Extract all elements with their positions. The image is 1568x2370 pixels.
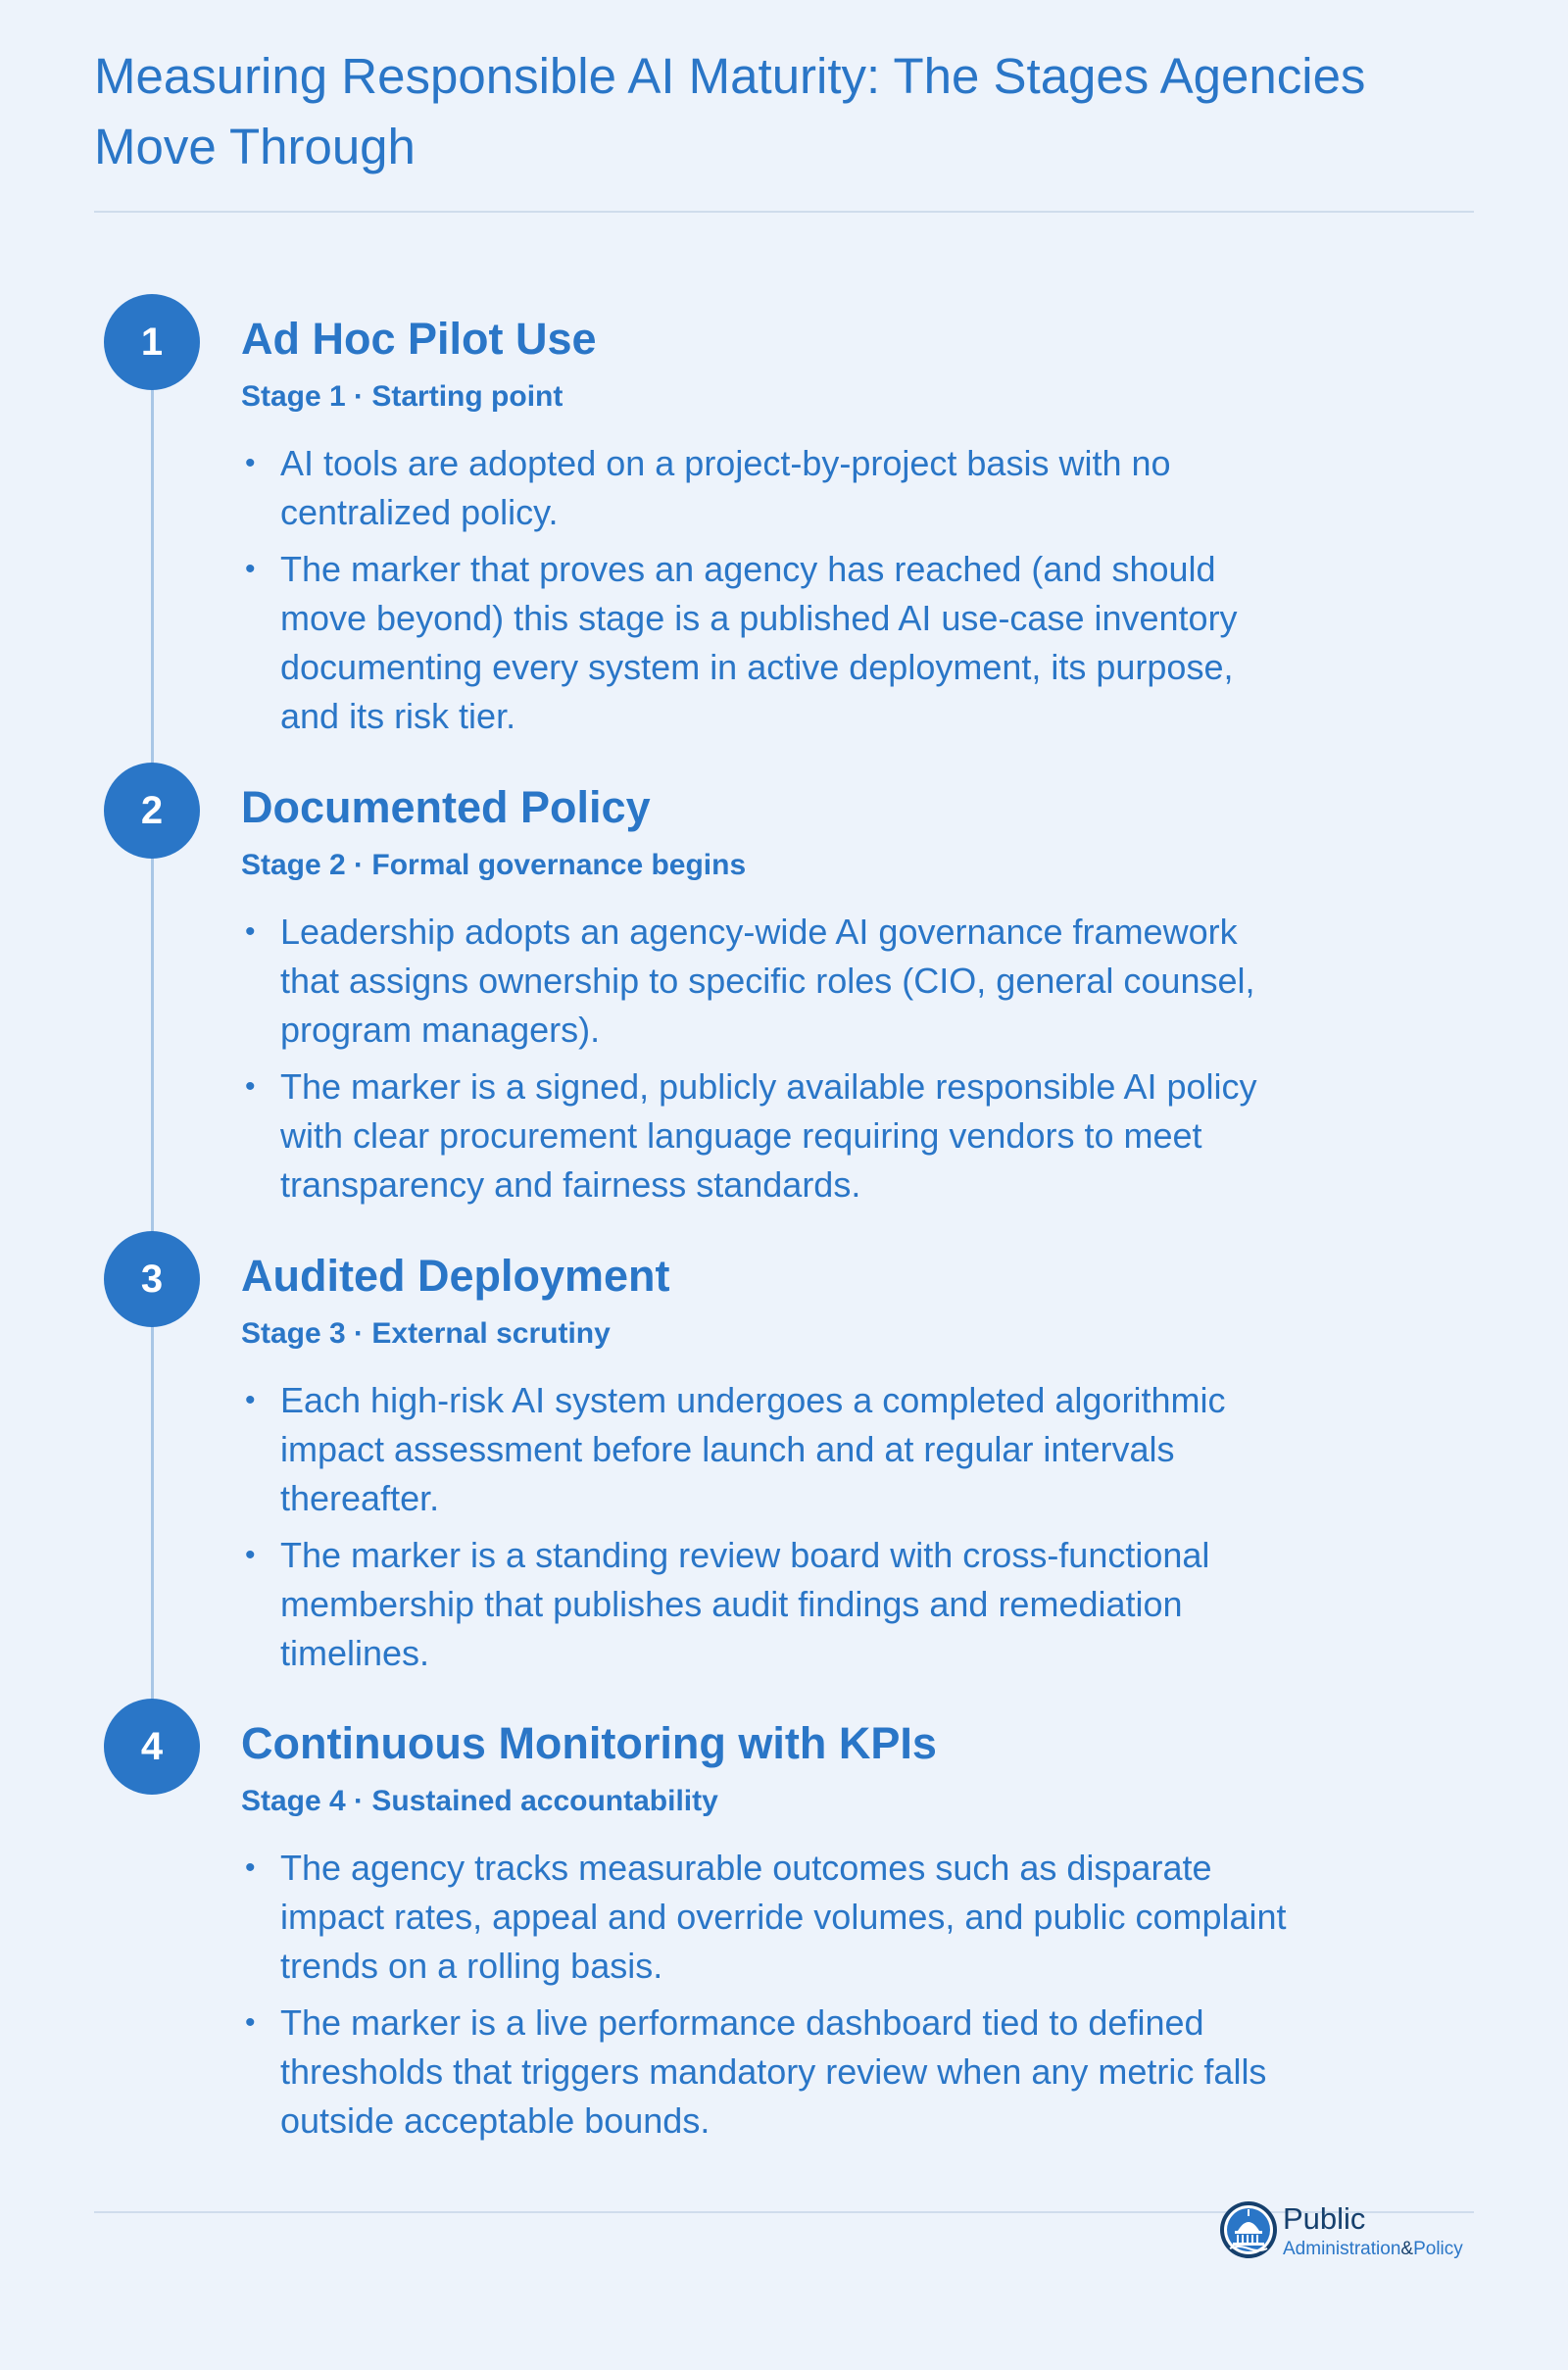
bullet-text: The agency tracks measurable outcomes such as disparate impact rates, appeal and override volumes, and public complaint trends on a rolling basis.: [280, 1848, 1287, 1986]
stage-subtitle: Stage 2 · Formal governance begins: [241, 849, 747, 881]
bullet-text: The marker is a live performance dashboard tied to defined thresholds that triggers mandatory review when any metric falls outside acceptable bounds.: [280, 2002, 1267, 2141]
stage-number-badge: 4: [104, 1699, 200, 1795]
page-title: Measuring Responsible AI Maturity: The Stages Agencies Move Through: [94, 48, 1366, 174]
list-item: [241, 1531, 1299, 1678]
list-item: [241, 1376, 1299, 1523]
stage-bullet-list: [241, 439, 1299, 749]
list-item: [241, 439, 1299, 537]
stage-subtitle: Stage 3 · External scrutiny: [241, 1317, 611, 1350]
bullet-icon: •: [245, 447, 256, 479]
bullet-icon: •: [245, 2006, 256, 2039]
stage-number-badge: 3: [104, 1231, 200, 1327]
bullet-icon: •: [245, 1852, 256, 1884]
bullet-text: Each high-risk AI system undergoes a completed algorithmic impact assessment before launch and at regular intervals thereafter.: [280, 1380, 1226, 1518]
stage-title: Continuous Monitoring with KPIs: [241, 1718, 937, 1768]
list-item: [241, 1999, 1299, 2146]
stage-bullet-list: [241, 908, 1299, 1217]
stage-title: Documented Policy: [241, 782, 651, 832]
timeline-connector: [151, 333, 154, 1745]
bullet-text: The marker is a standing review board with cross-functional membership that publishes audit findings and remediation timelines.: [280, 1535, 1210, 1673]
bullet-icon: •: [245, 1070, 256, 1103]
publisher-logo: [1218, 2196, 1483, 2294]
logo-subtitle-part: Policy: [1413, 2239, 1463, 2259]
logo-ampersand: &: [1400, 2239, 1414, 2259]
stage-title: Audited Deployment: [241, 1251, 670, 1301]
stage-subtitle: Stage 4 · Sustained accountability: [241, 1785, 718, 1817]
stage-title: Ad Hoc Pilot Use: [241, 314, 597, 364]
bullet-icon: •: [245, 915, 256, 948]
bullet-text: The marker that proves an agency has reached (and should move beyond) this stage is a published AI use-case inventory documenting every system in active deployment, its purpose, and its risk tier.: [280, 549, 1238, 736]
stage-bullet-list: [241, 1376, 1299, 1686]
stage-number-badge: 2: [104, 763, 200, 859]
header-divider: [94, 211, 1474, 213]
logo-subtitle: [1283, 2239, 1463, 2260]
list-item: [241, 1844, 1299, 1991]
list-item: [241, 1062, 1299, 1210]
list-item: [241, 908, 1299, 1055]
stage-number-badge: 1: [104, 294, 200, 390]
bullet-icon: •: [245, 553, 256, 585]
bullet-text: The marker is a signed, publicly available responsible AI policy with clear procurement language requiring vendors to meet transparency and fairness standards.: [280, 1066, 1257, 1205]
logo-subtitle-part: Administration: [1283, 2239, 1401, 2259]
capitol-dome-icon: [1218, 2199, 1279, 2260]
stage-bullet-list: [241, 1844, 1299, 2153]
bullet-text: Leadership adopts an agency-wide AI governance framework that assigns ownership to specific roles (CIO, general counsel, program managers).: [280, 912, 1255, 1050]
bullet-text: AI tools are adopted on a project-by-project basis with no centralized policy.: [280, 443, 1171, 532]
stage-subtitle: Stage 1 · Starting point: [241, 380, 564, 413]
bullet-icon: •: [245, 1539, 256, 1571]
list-item: [241, 545, 1299, 741]
logo-name: Public: [1283, 2201, 1366, 2236]
bullet-icon: •: [245, 1384, 256, 1416]
